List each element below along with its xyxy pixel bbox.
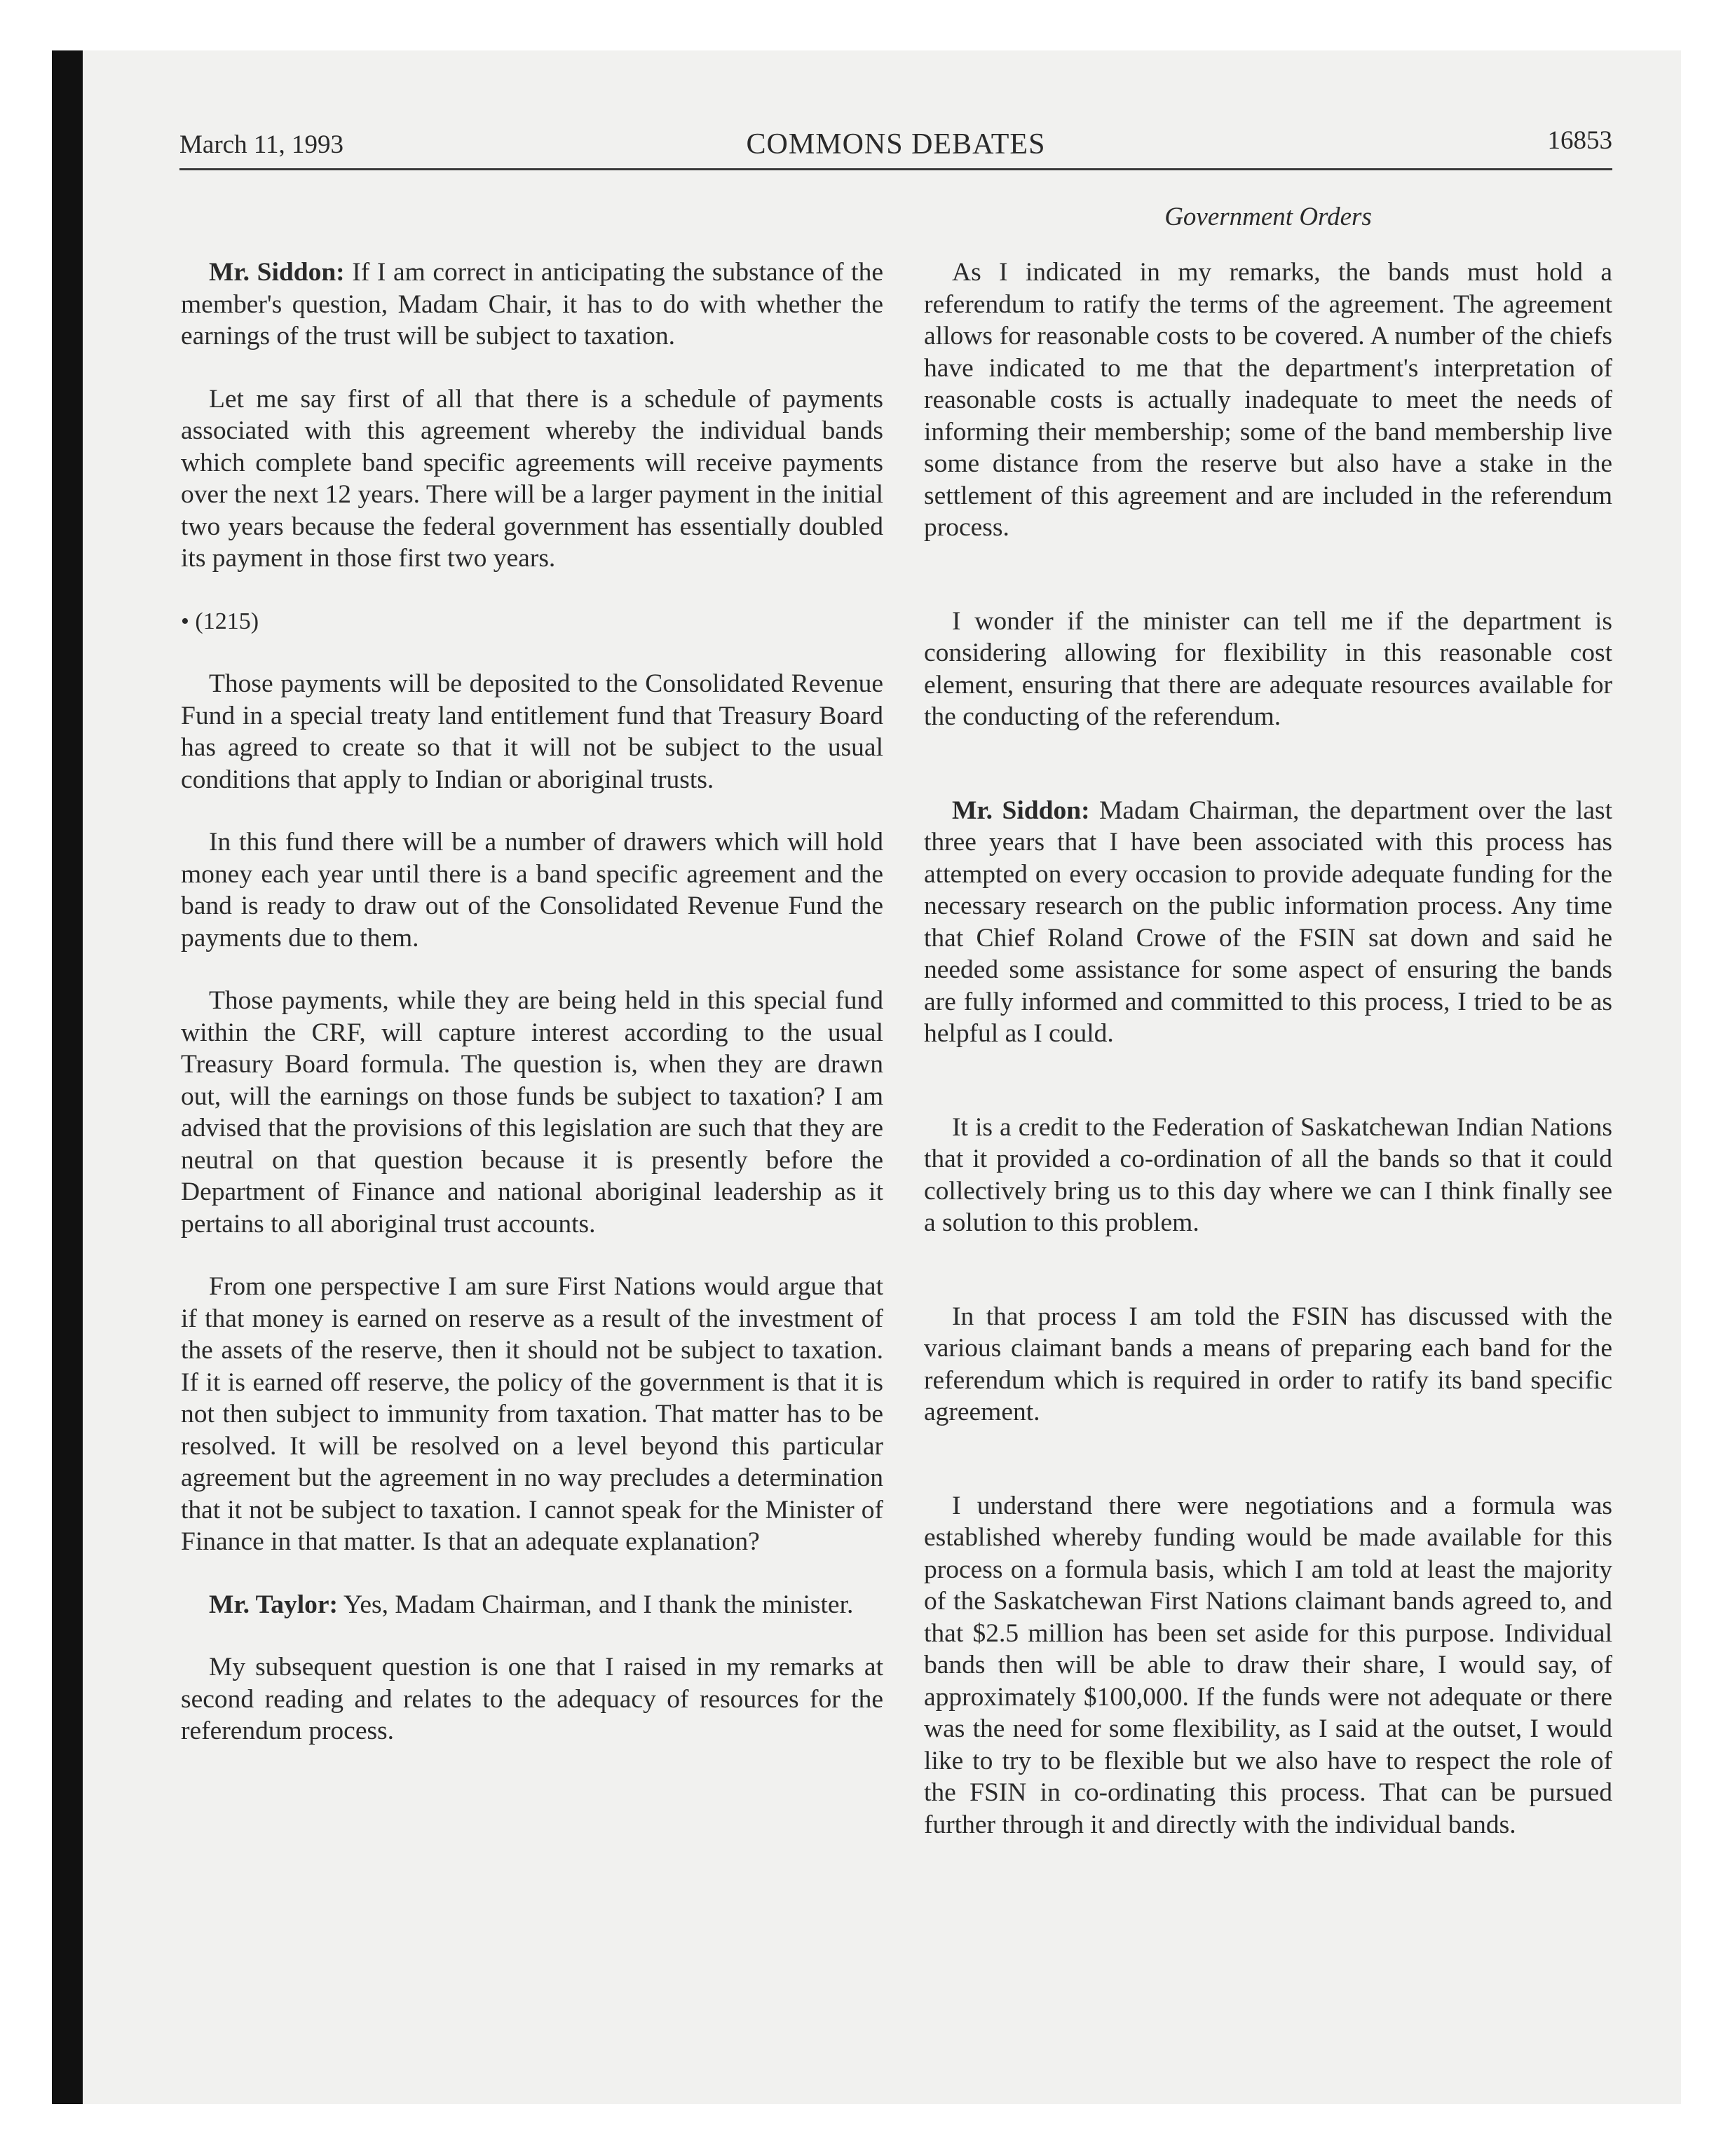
paragraph xyxy=(181,1589,883,1621)
paragraph: In this fund there will be a number of drawers which will hold money each year until there is a band specific agreement and the band is ready to draw out of the Consolidated Revenue Fund the payments due to them. xyxy=(181,828,883,953)
paragraph: From one perspective I am sure First Nations would argue that if that money is earned on reserve as a result of the investment of the assets of the reserve, then it should not be subject to taxation. If it is earned off reserve, the policy of the government is that it is not then subject to immunity from taxation. That matter has to be resolved. It will be resolved on a level beyond this particular agreement but the agreement in no way precludes a determination that it not be subject to taxation. I cannot speak for the Minister of Finance in that matter. Is that an adequate explanation? xyxy=(181,1272,883,1556)
paragraph: Those payments will be deposited to the Consolidated Revenue Fund in a special treaty land entitlement fund that Treasury Board has agreed to create so that it will not be subject to the usual conditions that apply to Indian or aboriginal trusts. xyxy=(181,669,883,794)
page-header xyxy=(179,125,1612,170)
paragraph: Let me say first of all that there is a schedule of payments associated with this agreement whereby the individual bands which complete band specific agreements will receive payments over the next 12 years. There will be a larger payment in the initial two years because the federal government has essentially doubled its payment in those first two years. xyxy=(181,384,883,573)
paragraph xyxy=(924,795,1612,1050)
section-heading: Government Orders xyxy=(1164,203,1372,231)
speaker-name: Mr. Siddon: xyxy=(209,258,345,287)
speaker-name: Mr. Taylor: xyxy=(209,1590,339,1619)
header-date: March 11, 1993 xyxy=(179,130,343,159)
paragraph: In that process I am told the FSIN has discussed with the various claimant bands a means of preparing each band for the referendum which is required in order to ratify its band specific agreement. xyxy=(924,1302,1612,1426)
paragraph-text: Madam Chairman, the department over the last three years that I have been associated with this process has attempted on every occasion to provide adequate funding for the necessary research on the public information process. Any time that Chief Roland Crowe of the FSIN sat down and said he needed some assistance for some aspect of ensuring the bands are fully informed and committed to this process, I tried to be as helpful as I could. xyxy=(924,796,1612,1048)
paragraph: As I indicated in my remarks, the bands must hold a referendum to ratify the terms of the agreement. The agreement allows for reasonable costs to be covered. A number of the chiefs have indicated to me that the department's interpretation of reasonable costs is actually inadequate to meet the needs of informing their membership; some of the band membership live some distance from the reserve but also have a stake in the settlement of this agreement and are included in the referendum process. xyxy=(924,258,1612,542)
paragraph: Those payments, while they are being held in this special fund within the CRF, will capture interest according to the usual Treasury Board formula. The question is, when they are drawn out, will the earnings on those funds be subject to taxation? I am advised that the provisions of this legislation are such that they are neutral on that question because it is presently before the Department of Finance and national aboriginal leadership as it pertains to all aboriginal trust accounts. xyxy=(181,986,883,1239)
header-title: COMMONS DEBATES xyxy=(746,128,1046,161)
paragraph: It is a credit to the Federation of Saskatchewan Indian Nations that it provided a co-ordination of all the bands so that it could collectively bring us to this day where we can I think finally see a solution to this problem. xyxy=(924,1112,1612,1237)
speaker-name: Mr. Siddon: xyxy=(952,796,1090,825)
right-column xyxy=(924,257,1612,1871)
scan-edge-shadow xyxy=(52,50,83,2104)
paragraph xyxy=(181,257,883,353)
left-column xyxy=(181,257,883,1778)
paragraph: I wonder if the minister can tell me if the department is considering allowing for flexibility in this reasonable cost element, ensuring that there are adequate resources available for the conducting of the referendum. xyxy=(924,606,1612,731)
time-marker: • (1215) xyxy=(181,608,259,634)
paragraph: My subsequent question is one that I raised in my remarks at second reading and relates to the adequacy of resources for the referendum process. xyxy=(181,1653,883,1745)
paragraph-text: Yes, Madam Chairman, and I thank the minister. xyxy=(338,1590,854,1619)
paragraph-text: If I am correct in anticipating the substance of the member's question, Madam Chair, it has to do with whether the earnings of the trust will be subject to taxation. xyxy=(181,258,883,350)
paragraph: I understand there were negotiations and a formula was established whereby funding would be made available for this process on a formula basis, which I am told at least the majority of the Saskatchewan First Nations claimant bands agreed to, and that $2.5 million has been set aside for this purpose. Individual bands then will be able to draw their share, I would say, of approximately $100,000. If the funds were not adequate or there was the need for some flexibility, as I said at the outset, I would like to try to be flexible but we also have to respect the role of the FSIN in co-ordinating this process. That can be pursued further through it and directly with the individual bands. xyxy=(924,1491,1612,1839)
header-page-number: 16853 xyxy=(1547,126,1612,155)
